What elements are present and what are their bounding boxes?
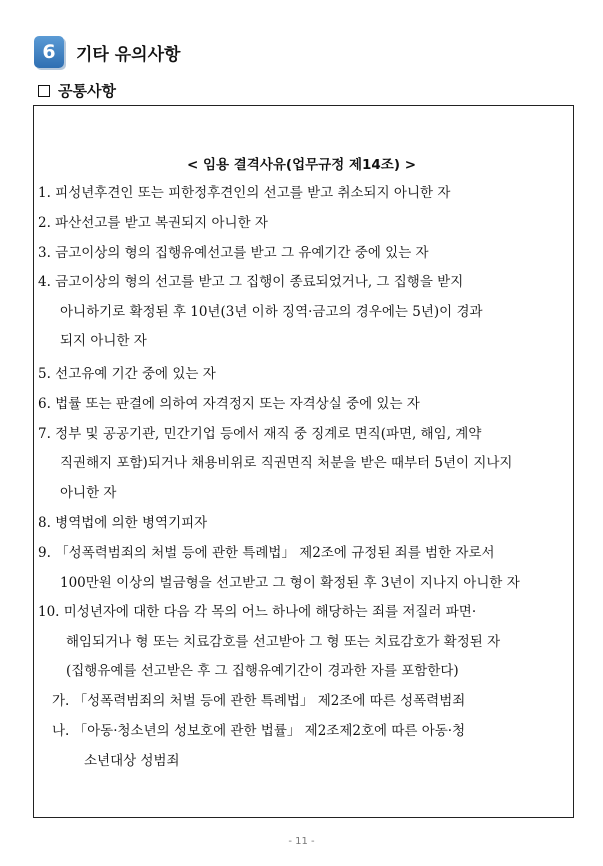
list-item-2: 2. 파산선고를 받고 복권되지 아니한 자 bbox=[38, 215, 268, 231]
list-item-4-cont: 아니하기로 확정된 후 10년(3년 이하 징역·금고의 경우에는 5년)이 경과 bbox=[60, 304, 483, 320]
section-number-badge: 6 bbox=[34, 36, 64, 68]
section-title: 기타 유의사항 bbox=[76, 44, 181, 65]
subsection-heading bbox=[38, 80, 116, 101]
square-bullet-icon bbox=[38, 85, 50, 97]
list-item-10-cont: (집행유예를 선고받은 후 그 집행유예기간이 경과한 자를 포함한다) bbox=[66, 663, 459, 679]
list-item-4: 4. 금고이상의 형의 선고를 받고 그 집행이 종료되었거나, 그 집행을 받지 bbox=[38, 274, 464, 290]
list-subitem-ga: 가. 「성폭력범죄의 처벌 등에 관한 특례법」 제2조에 따른 성폭력범죄 bbox=[52, 693, 466, 709]
list-item-7-cont: 직권해지 포함)되거나 채용비위로 직권면직 처분을 받은 때부터 5년이 지나지 bbox=[60, 455, 513, 471]
list-item-10-cont: 해임되거나 형 또는 치료감호를 선고받아 그 형 또는 치료감호가 확정된 자 bbox=[66, 634, 501, 650]
list-item-6: 6. 법률 또는 판결에 의하여 자격정지 또는 자격상실 중에 있는 자 bbox=[38, 396, 420, 412]
list-subitem-na-cont: 소년대상 성범죄 bbox=[84, 753, 180, 769]
list-subitem-na: 나. 「아동·청소년의 성보호에 관한 법률」 제2조제2호에 따른 아동·청 bbox=[52, 723, 466, 739]
subsection-title: 공통사항 bbox=[58, 82, 116, 100]
list-item-1: 1. 피성년후견인 또는 피한정후견인의 선고를 받고 취소되지 아니한 자 bbox=[38, 185, 451, 201]
box-title: < 임용 결격사유(업무규정 제14조) > bbox=[186, 157, 417, 173]
section-heading bbox=[34, 36, 180, 68]
page-number: - 11 - bbox=[288, 836, 315, 847]
list-item-9-cont: 100만원 이상의 벌금형을 선고받고 그 형이 확정된 후 3년이 지나지 아니한 자 bbox=[60, 575, 520, 591]
list-item-5: 5. 선고유예 기간 중에 있는 자 bbox=[38, 366, 216, 382]
list-item-7-cont: 아니한 자 bbox=[60, 485, 117, 501]
list-item-8: 8. 병역법에 의한 병역기피자 bbox=[38, 515, 208, 531]
list-item-7: 7. 정부 및 공공기관, 민간기업 등에서 재직 중 징계로 면직(파면, 해임, 계약 bbox=[38, 426, 482, 442]
list-item-3: 3. 금고이상의 형의 집행유예선고를 받고 그 유예기간 중에 있는 자 bbox=[38, 245, 429, 261]
list-item-9: 9. 「성폭력범죄의 처벌 등에 관한 특례법」 제2조에 규정된 죄를 범한 자로서 bbox=[38, 545, 495, 561]
list-item-4-cont: 되지 아니한 자 bbox=[60, 333, 147, 349]
list-item-10: 10. 미성년자에 대한 다음 각 목의 어느 하나에 해당하는 죄를 저질러 파면· bbox=[38, 604, 477, 620]
